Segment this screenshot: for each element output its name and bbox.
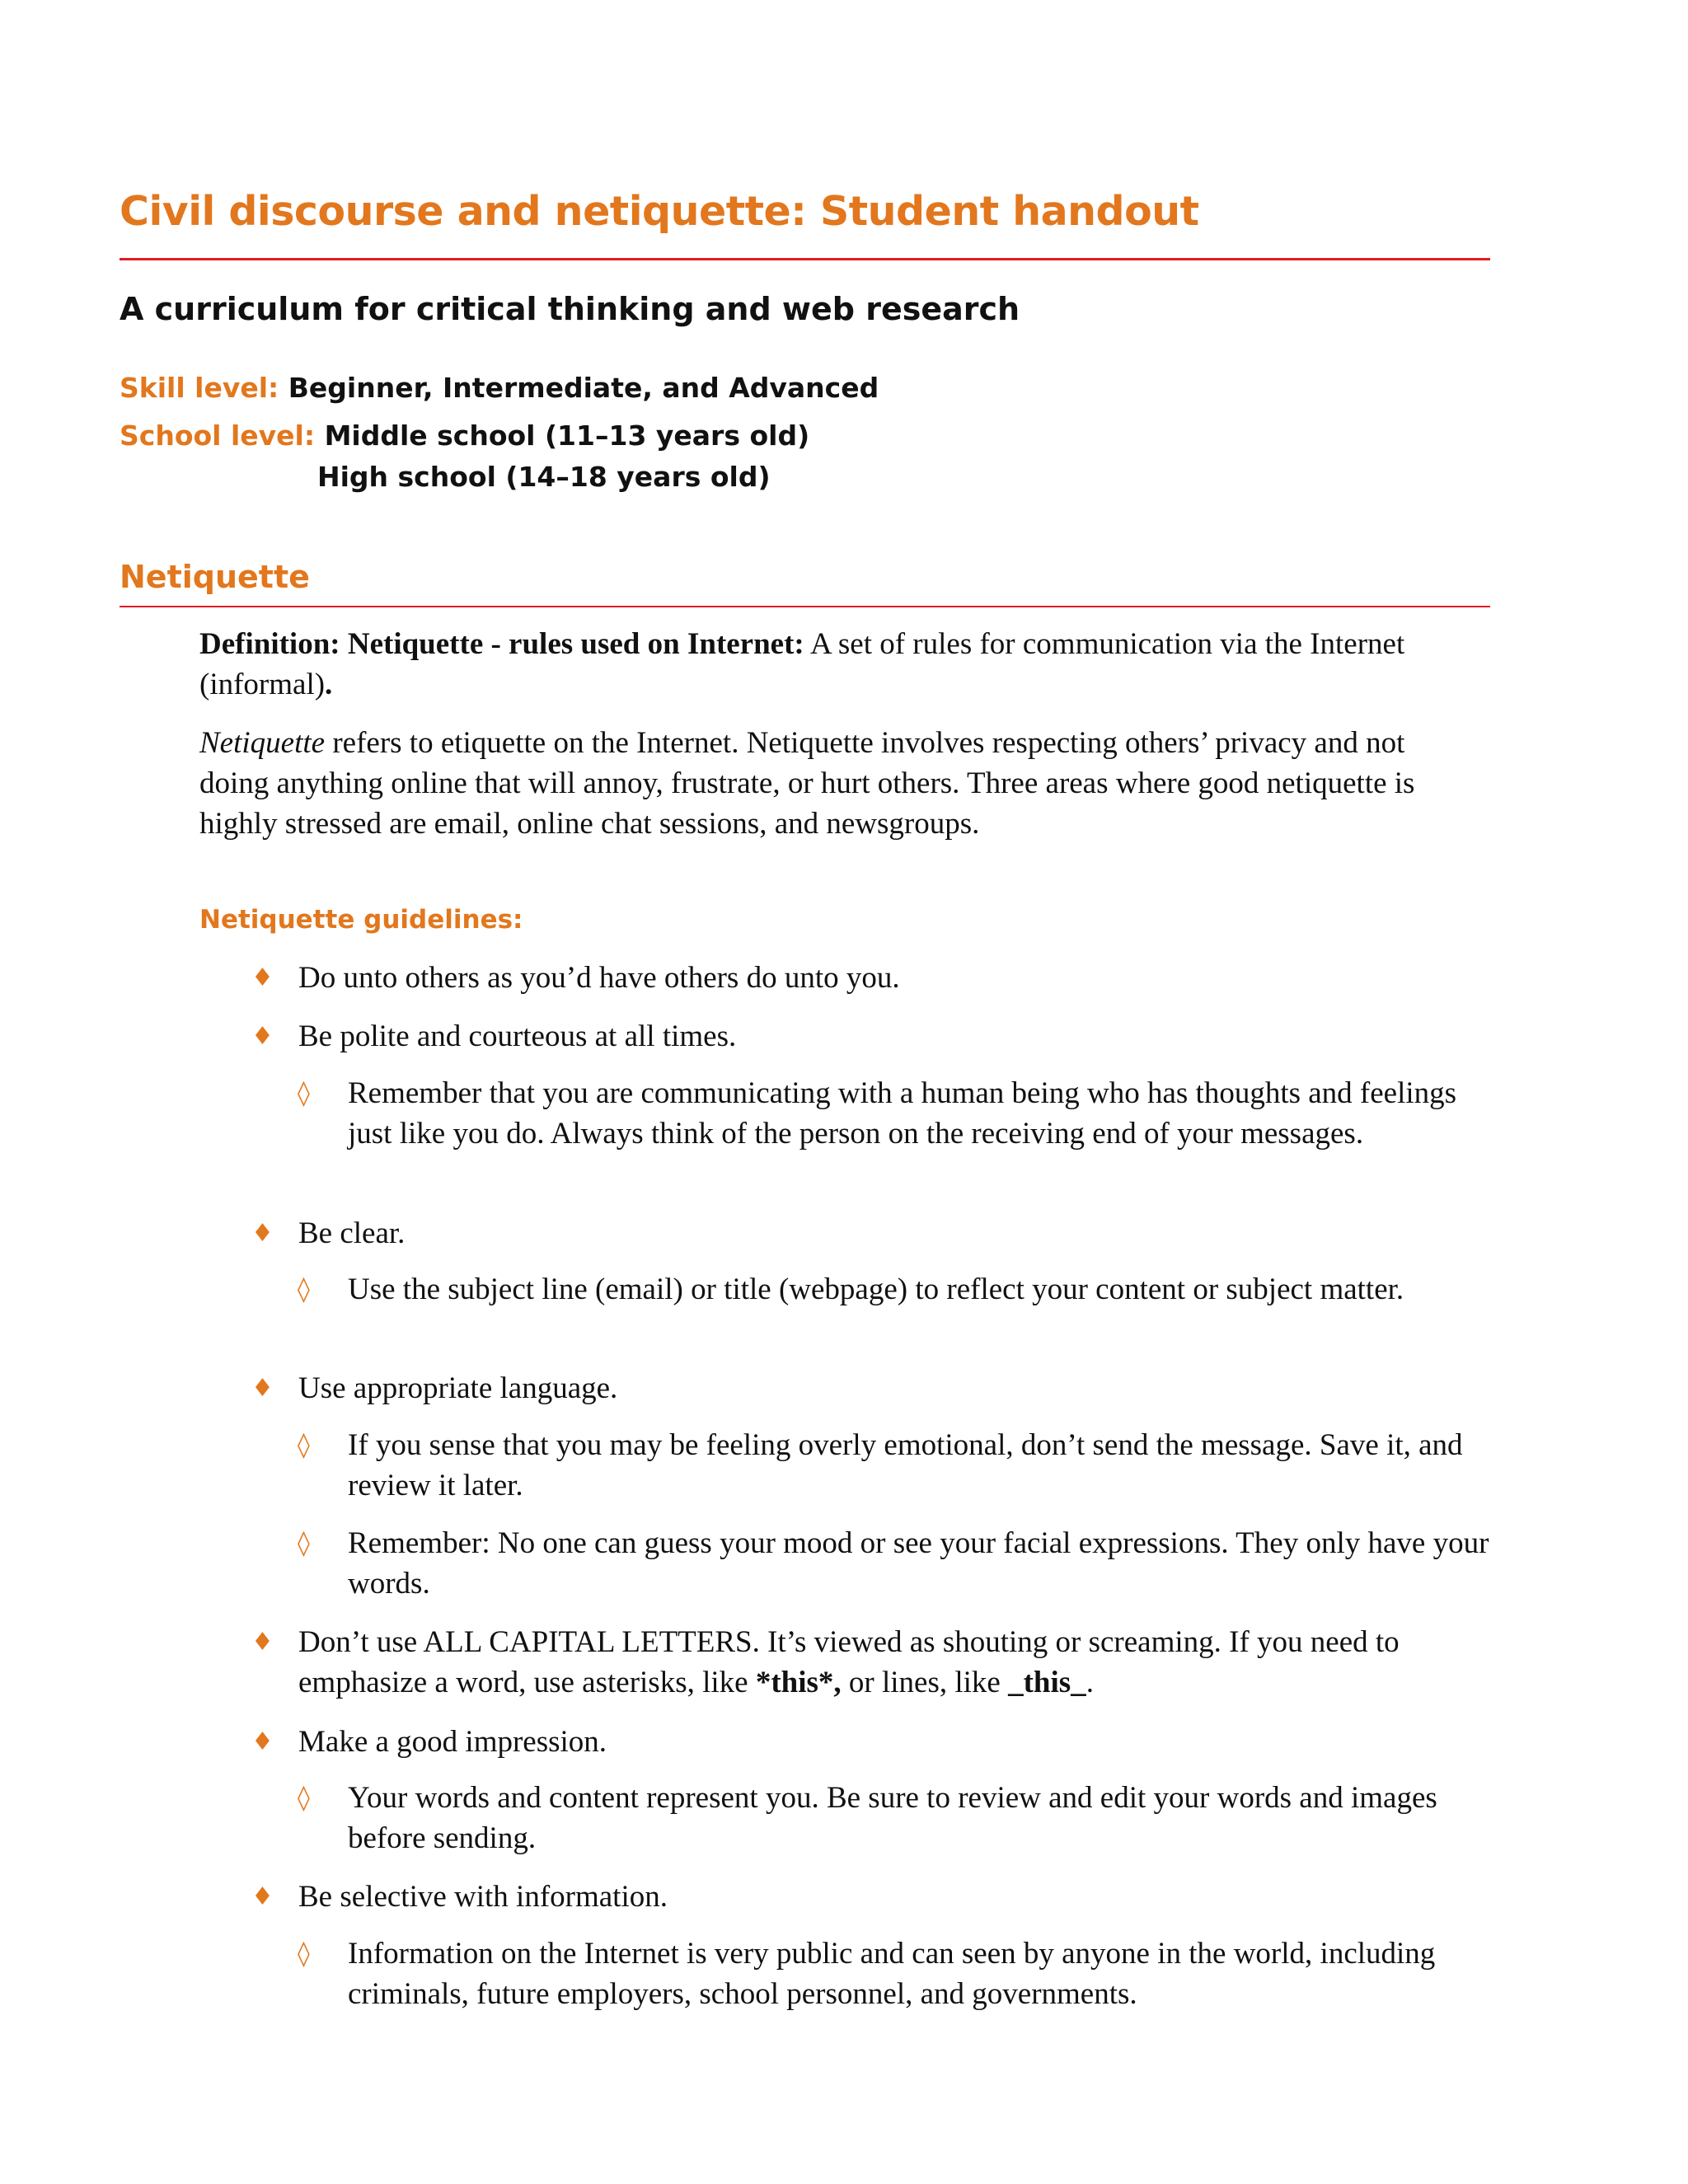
text-segment: Don’t use ALL CAPITAL LETTERS. It’s viewed as shouting or screaming. If you need to emphasize a word, use asterisks, like: [298, 1625, 1400, 1699]
text-segment: .: [1085, 1666, 1094, 1699]
definition-text: A set of rules for communication via the Internet (informal): [199, 627, 1405, 701]
list-item: [251, 1722, 1502, 1762]
paragraph-text: refers to etiquette on the Internet. Netiquette involves respecting others’ privacy and not doing anything online that will annoy, frustrate, or hurt others. Three areas where good netiquette is highly stressed are email, online chat sessions, and newsgroups.: [199, 726, 1415, 841]
netiquette-paragraph: [199, 723, 1461, 844]
sub-list-item-text: If you sense that you may be feeling overly emotional, don’t send the message. Save it, and review it later.: [348, 1428, 1463, 1502]
sub-list-item-text: Information on the Internet is very public and can seen by anyone in the world, including criminals, future employers, school personnel, and governments.: [348, 1937, 1436, 2011]
page-title: Civil discourse and netiquette: Student handout: [120, 188, 1199, 235]
title-divider: [120, 258, 1490, 260]
diamond-icon: ♦: [251, 1219, 274, 1248]
list-item: [251, 1213, 1502, 1254]
sub-list-item-text: Your words and content represent you. Be sure to review and edit your words and images before sending.: [348, 1781, 1437, 1855]
lozenge-icon: ◊: [298, 1939, 310, 1968]
list-item-text: Be selective with information.: [298, 1880, 668, 1914]
sub-list-item: [298, 1425, 1502, 1506]
list-item: [251, 1368, 1502, 1408]
sub-list-item: [298, 1523, 1502, 1604]
list-item: [251, 1016, 1502, 1057]
diamond-icon: ♦: [251, 1628, 274, 1657]
list-item-text: Be clear.: [298, 1216, 406, 1250]
diamond-icon: ♦: [251, 1727, 274, 1756]
list-item: [251, 1877, 1502, 1917]
section-heading: Netiquette: [120, 559, 310, 595]
lozenge-icon: ◊: [298, 1275, 310, 1304]
definition: [199, 624, 1493, 705]
text-segment: or lines, like: [841, 1666, 1009, 1699]
page-subtitle: A curriculum for critical thinking and web research: [120, 291, 1020, 327]
sub-list-item: [298, 1073, 1502, 1154]
sub-list-item-text: Use the subject line (email) or title (webpage) to reflect your content or subject matter.: [348, 1272, 1404, 1306]
guidelines-label: Netiquette guidelines:: [199, 905, 523, 935]
school-level: [120, 419, 809, 452]
paragraph-emphasis: Netiquette: [199, 726, 326, 760]
list-item-text: [298, 1622, 1502, 1703]
asterisk-example: *this*,: [755, 1666, 842, 1699]
lozenge-icon: ◊: [298, 1529, 310, 1558]
section-divider: [120, 606, 1490, 607]
sub-list-item-text: Remember: No one can guess your mood or see your facial expressions. They only have your words.: [348, 1526, 1489, 1601]
sub-list-item: [298, 1778, 1502, 1858]
sub-list-item: [298, 1933, 1502, 2014]
sub-list-item: [298, 1269, 1502, 1310]
school-level-label: School level:: [120, 419, 316, 452]
list-item: [251, 958, 1502, 998]
diamond-icon: ♦: [251, 1374, 274, 1403]
definition-end: .: [325, 668, 333, 701]
list-item-text: Make a good impression.: [298, 1725, 607, 1759]
skill-level: [120, 372, 879, 404]
lozenge-icon: ◊: [298, 1783, 310, 1812]
school-level-value-high: High school (14–18 years old): [317, 461, 771, 493]
lozenge-icon: ◊: [298, 1431, 310, 1460]
sub-list-item-text: Remember that you are communicating with a human being who has thoughts and feelings just like you do. Always think of the person on the receiving end of your messages.: [348, 1076, 1457, 1151]
diamond-icon: ♦: [251, 963, 274, 992]
list-item-text: Use appropriate language.: [298, 1371, 618, 1405]
list-item: [251, 1622, 1502, 1703]
diamond-icon: ♦: [251, 1882, 274, 1911]
underscore-example: _this_: [1008, 1666, 1086, 1699]
lozenge-icon: ◊: [298, 1079, 310, 1108]
diamond-icon: ♦: [251, 1022, 274, 1051]
school-level-value-middle: Middle school (11–13 years old): [324, 419, 810, 452]
list-item-text: Do unto others as you’d have others do unto you.: [298, 961, 900, 995]
definition-term: Definition: Netiquette - rules used on Internet:: [199, 627, 804, 661]
skill-level-label: Skill level:: [120, 372, 279, 404]
skill-level-value: Beginner, Intermediate, and Advanced: [288, 372, 879, 404]
list-item-text: Be polite and courteous at all times.: [298, 1019, 737, 1053]
